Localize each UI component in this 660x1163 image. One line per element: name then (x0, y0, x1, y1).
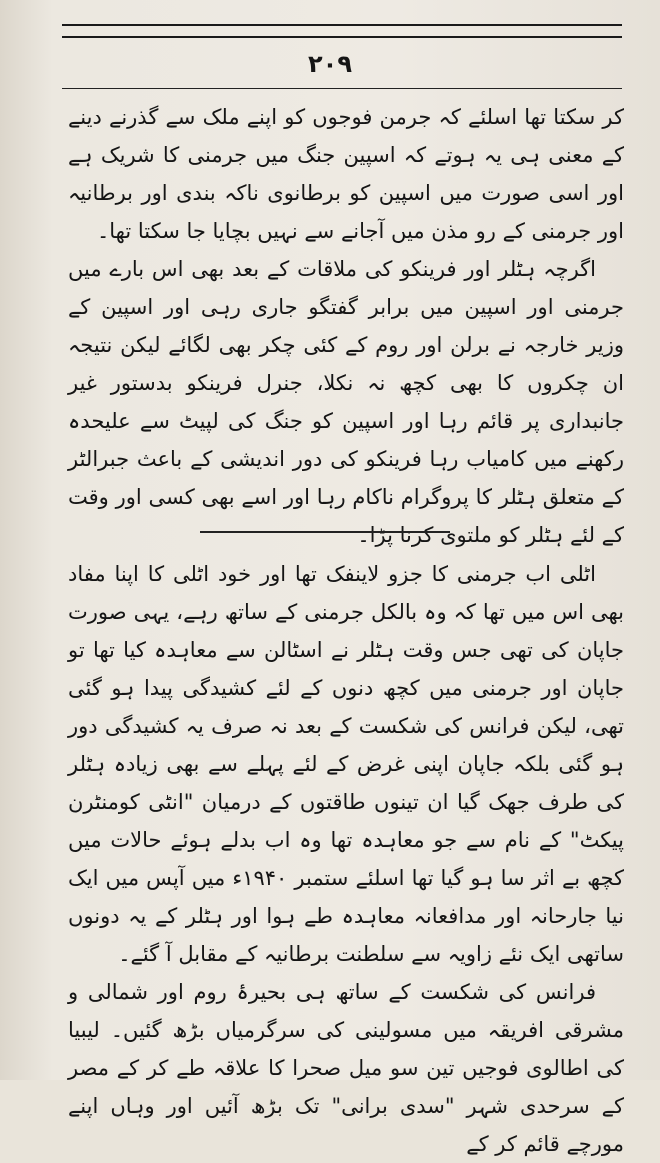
paragraph: فرانس کی شکست کے ساتھ ہی بحیرۂ روم اور شمالی و مشرقی افریقہ میں مسولینی کی سرگرمیاں بڑھ گئیں۔ لیبیا کی اطالوی فوجیں تین سو میل صحرا کا علاقہ طے کر کے مصر کے سرحدی شہر "سدی برانی" تک بڑھ آئیں اور وہاں اپنے مورچے قائم کر کے (68, 980, 624, 1156)
header-rule-top (62, 24, 622, 26)
paragraph: کر سکتا تھا اسلئے کہ جرمن فوجوں کو اپنے ملک سے گذرنے دینے کے معنی ہی یہ ہوتے کہ اسپین جنگ میں جرمنی کا شریک ہے اور اسی صورت میں اسپین کو برطانوی ناکہ بندی اور برطانیہ اور جرمنی کے رو مذن میں آجانے سے نہیں بچایا جا سکتا تھا۔ (68, 105, 624, 243)
section-divider (200, 531, 450, 533)
header-rule-second (62, 36, 622, 38)
paragraph: اٹلی اب جرمنی کا جزو لاینفک تھا اور خود اٹلی کا اپنا مفاد بھی اس میں تھا کہ وہ بالکل جرمنی کے ساتھ رہے، یہی صورت جاپان کی تھی جس وقت ہٹلر نے اسٹالن سے معاہدہ کیا تھا تو جاپان اور جرمنی میں کچھ دنوں کے لئے کشیدگی پیدا ہو گئی تھی، لیکن فرانس کی شکست کے بعد نہ صرف یہ کشیدگی دور ہو گئی بلکہ جاپان اپنی غرض کے لئے پہلے سے بھی زیادہ ہٹلر کی طرف جھک گیا ان تینوں طاقتوں کے درمیان "انٹی کومنٹرن پیکٹ" کے نام سے جو معاہدہ تھا وہ اب بدلے ہوئے حالات میں کچھ بے اثر سا ہو گیا تھا اسلئے ستمبر ۱۹۴۰ء میں آپس میں ایک نیا جارحانہ اور مدافعانہ معاہدہ طے ہوا اور ہٹلر کے یہ دونوں ساتھی ایک نئے زاویہ سے سلطنت برطانیہ کے مقابل آ گئے۔ (68, 562, 624, 966)
header-rule-bottom (62, 88, 622, 89)
section-1-text (68, 98, 624, 554)
page-number: ۲۰۹ (308, 50, 352, 78)
section-2-text (68, 555, 624, 1163)
paragraph: اگرچہ ہٹلر اور فرینکو کی ملاقات کے بعد بھی اس بارے میں جرمنی اور اسپین میں برابر گفتگو جاری رہی اور اسپین کے وزیر خارجہ نے برلن اور روم کے کئی چکر بھی لگائے لیکن نتیجہ ان چکروں کا بھی کچھ نہ نکلا، جنرل فرینکو بدستور غیر جانبداری پر قائم رہا اور اسپین کو جنگ کی لپیٹ سے علیحدہ رکھنے میں کامیاب رہا فرینکو کی دور اندیشی کے باعث جبرالٹر کے متعلق ہٹلر کا پروگرام ناکام رہا اور اسے بھی کسی اور وقت کے لئے ہٹلر کو ملتوی کرنا پڑا۔ (68, 257, 624, 547)
